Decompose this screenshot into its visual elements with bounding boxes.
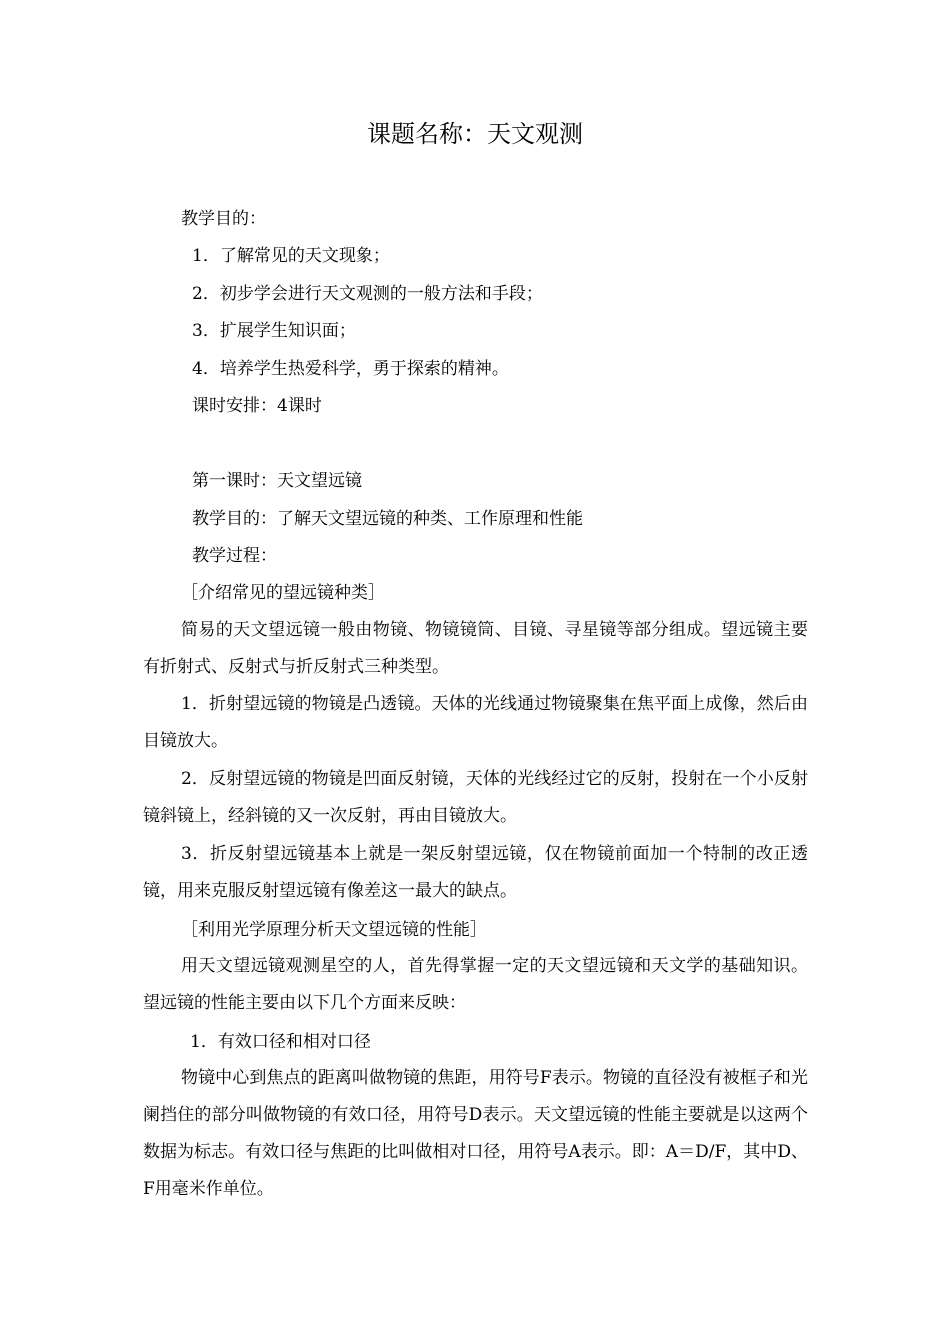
intro-paragraph: 简易的天文望远镜一般由物镜、物镜镜筒、目镜、寻星镜等部分组成。望远镜主要有折射式、反射式与折反射式三种类型。 <box>143 620 808 677</box>
objective-item: 4．培养学生热爱科学，勇于探索的精神。 <box>192 359 509 379</box>
telescope-type-paragraph: 1．折射望远镜的物镜是凸透镜。天体的光线通过物镜聚集在焦平面上成像，然后由目镜放大。 <box>143 694 808 751</box>
aperture-paragraph: 物镜中心到焦点的距离叫做物镜的焦距，用符号F表示。物镜的直径没有被框子和光阑挡住的部分叫做物镜的有效口径，用符号D表示。天文望远镜的性能主要就是以这两个数据为标志。有效口径与焦距的比叫做相对口径，用符号A表示。即：A＝D/F，其中D、F用毫米作单位。 <box>143 1068 808 1199</box>
section-heading: ［介绍常见的望远镜种类］ <box>181 583 385 603</box>
section-heading: ［利用光学原理分析天文望远镜的性能］ <box>181 920 487 940</box>
schedule-line: 课时安排：4课时 <box>192 396 322 416</box>
objective-item: 2．初步学会进行天文观测的一般方法和手段； <box>192 284 543 304</box>
objective-item: 3．扩展学生知识面； <box>192 321 356 341</box>
lesson-goal: 教学目的：了解天文望远镜的种类、工作原理和性能 <box>192 509 583 529</box>
subsection-heading: 1．有效口径和相对口径 <box>190 1032 371 1052</box>
document-title: 课题名称：天文观测 <box>367 120 583 148</box>
telescope-type-paragraph: 2．反射望远镜的物镜是凹面反射镜，天体的光线经过它的反射，投射在一个小反射镜斜镜上，经斜镜的又一次反射，再由目镜放大。 <box>143 769 808 826</box>
objectives-heading: 教学目的： <box>181 209 266 229</box>
performance-paragraph: 用天文望远镜观测星空的人，首先得掌握一定的天文望远镜和天文学的基础知识。望远镜的性能主要由以下几个方面来反映： <box>143 956 808 1013</box>
lesson-process-label: 教学过程： <box>192 546 277 566</box>
objective-item: 1．了解常见的天文现象； <box>192 246 390 266</box>
telescope-type-paragraph: 3．折反射望远镜基本上就是一架反射望远镜，仅在物镜前面加一个特制的改正透镜，用来克服反射望远镜有像差这一最大的缺点。 <box>143 844 808 901</box>
lesson-heading: 第一课时：天文望远镜 <box>192 471 362 491</box>
